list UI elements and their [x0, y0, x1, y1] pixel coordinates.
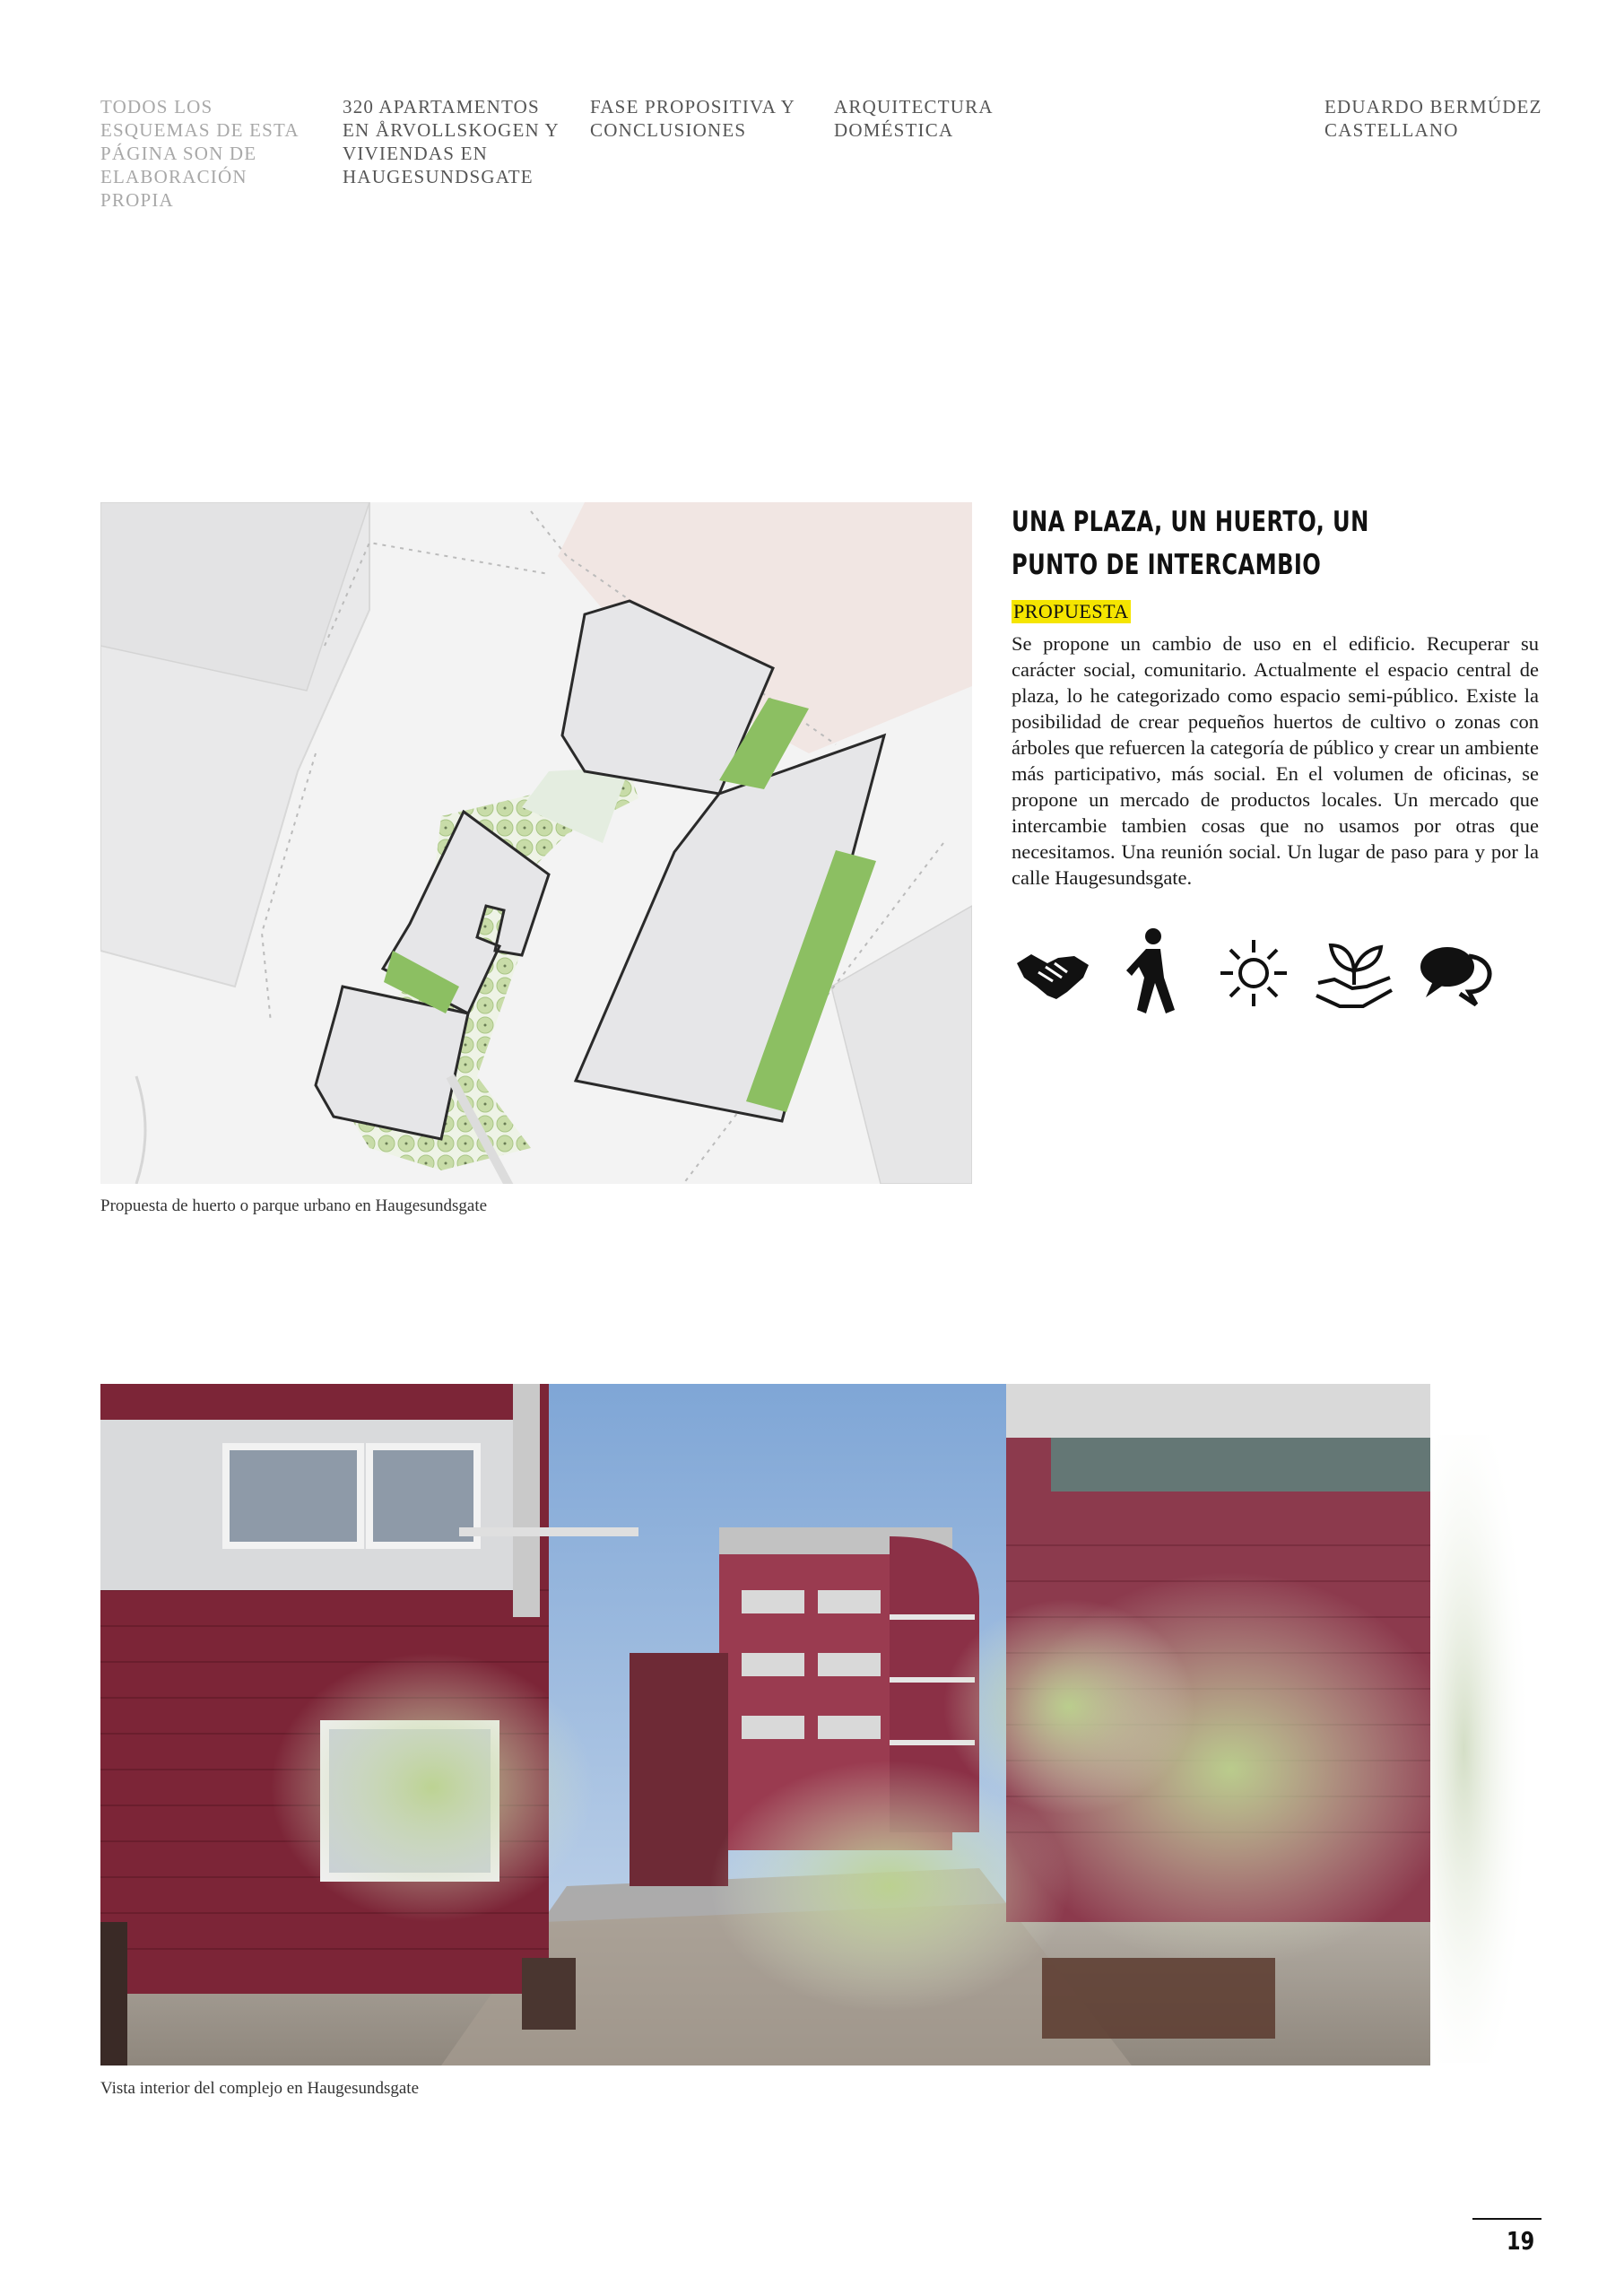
interior-view-photo — [100, 1384, 1430, 2066]
header-topic: ARQUITECTURA DOMÉSTICA — [834, 96, 993, 141]
sun-icon — [1212, 924, 1295, 1022]
header-project: 320 APARTAMENTOS EN ÅRVOLLSKOGEN Y VIVIENDAS EN HAUGESUNDSGATE — [343, 96, 560, 187]
icon-row — [1012, 924, 1496, 1022]
page-number: 19 — [1507, 2226, 1535, 2256]
header-phase: FASE PROPOSITIVA Y CONCLUSIONES — [590, 96, 795, 141]
speech-bubbles-icon — [1413, 924, 1496, 1022]
section-title: UNA PLAZA, UN HUERTO, UN PUNTO DE INTERCAMBIO — [1012, 506, 1369, 581]
courtyard-render — [100, 1384, 1430, 2066]
photo-fade-tree — [1430, 1435, 1542, 2063]
hand-with-plant-icon — [1313, 924, 1395, 1022]
proposal-body: Se propone un cambio de uso en el edificio. Recuperar su carácter social, comunitario. Actualmente el espacio central de plaza, lo he categorizado como espacio semi-público. Existe la posibilidad de crear pequeños huertos de cultivo o zonas con árboles que refuercen la categoría de público y crear un ambiente más participativo, más social. En el volumen de oficinas, se propone un mercado de productos locales. Un mercado que intercambie tambien cosas que no usamos por otras que necesitamos. Una reunión social. Un lugar de paso para y por la calle Haugesundsgate. — [1012, 632, 1539, 889]
site-plan-figure — [100, 502, 972, 1184]
walking-person-icon — [1112, 924, 1194, 1022]
page-number-rule — [1472, 2218, 1541, 2220]
header-note: TODOS LOS ESQUEMAS DE ESTA PÁGINA SON DE ELABORACIÓN PROPIA — [100, 96, 299, 211]
site-plan-drawing — [100, 502, 972, 1184]
handshake-icon — [1012, 924, 1094, 1022]
photo-caption: Vista interior del complejo en Haugesundsgate — [100, 2079, 420, 2098]
header-author: EDUARDO BERMÚDEZ CASTELLANO — [1324, 96, 1542, 141]
plan-caption: Propuesta de huerto o parque urbano en Haugesundsgate — [100, 1196, 488, 1215]
proposal-tag: PROPUESTA — [1013, 600, 1129, 622]
